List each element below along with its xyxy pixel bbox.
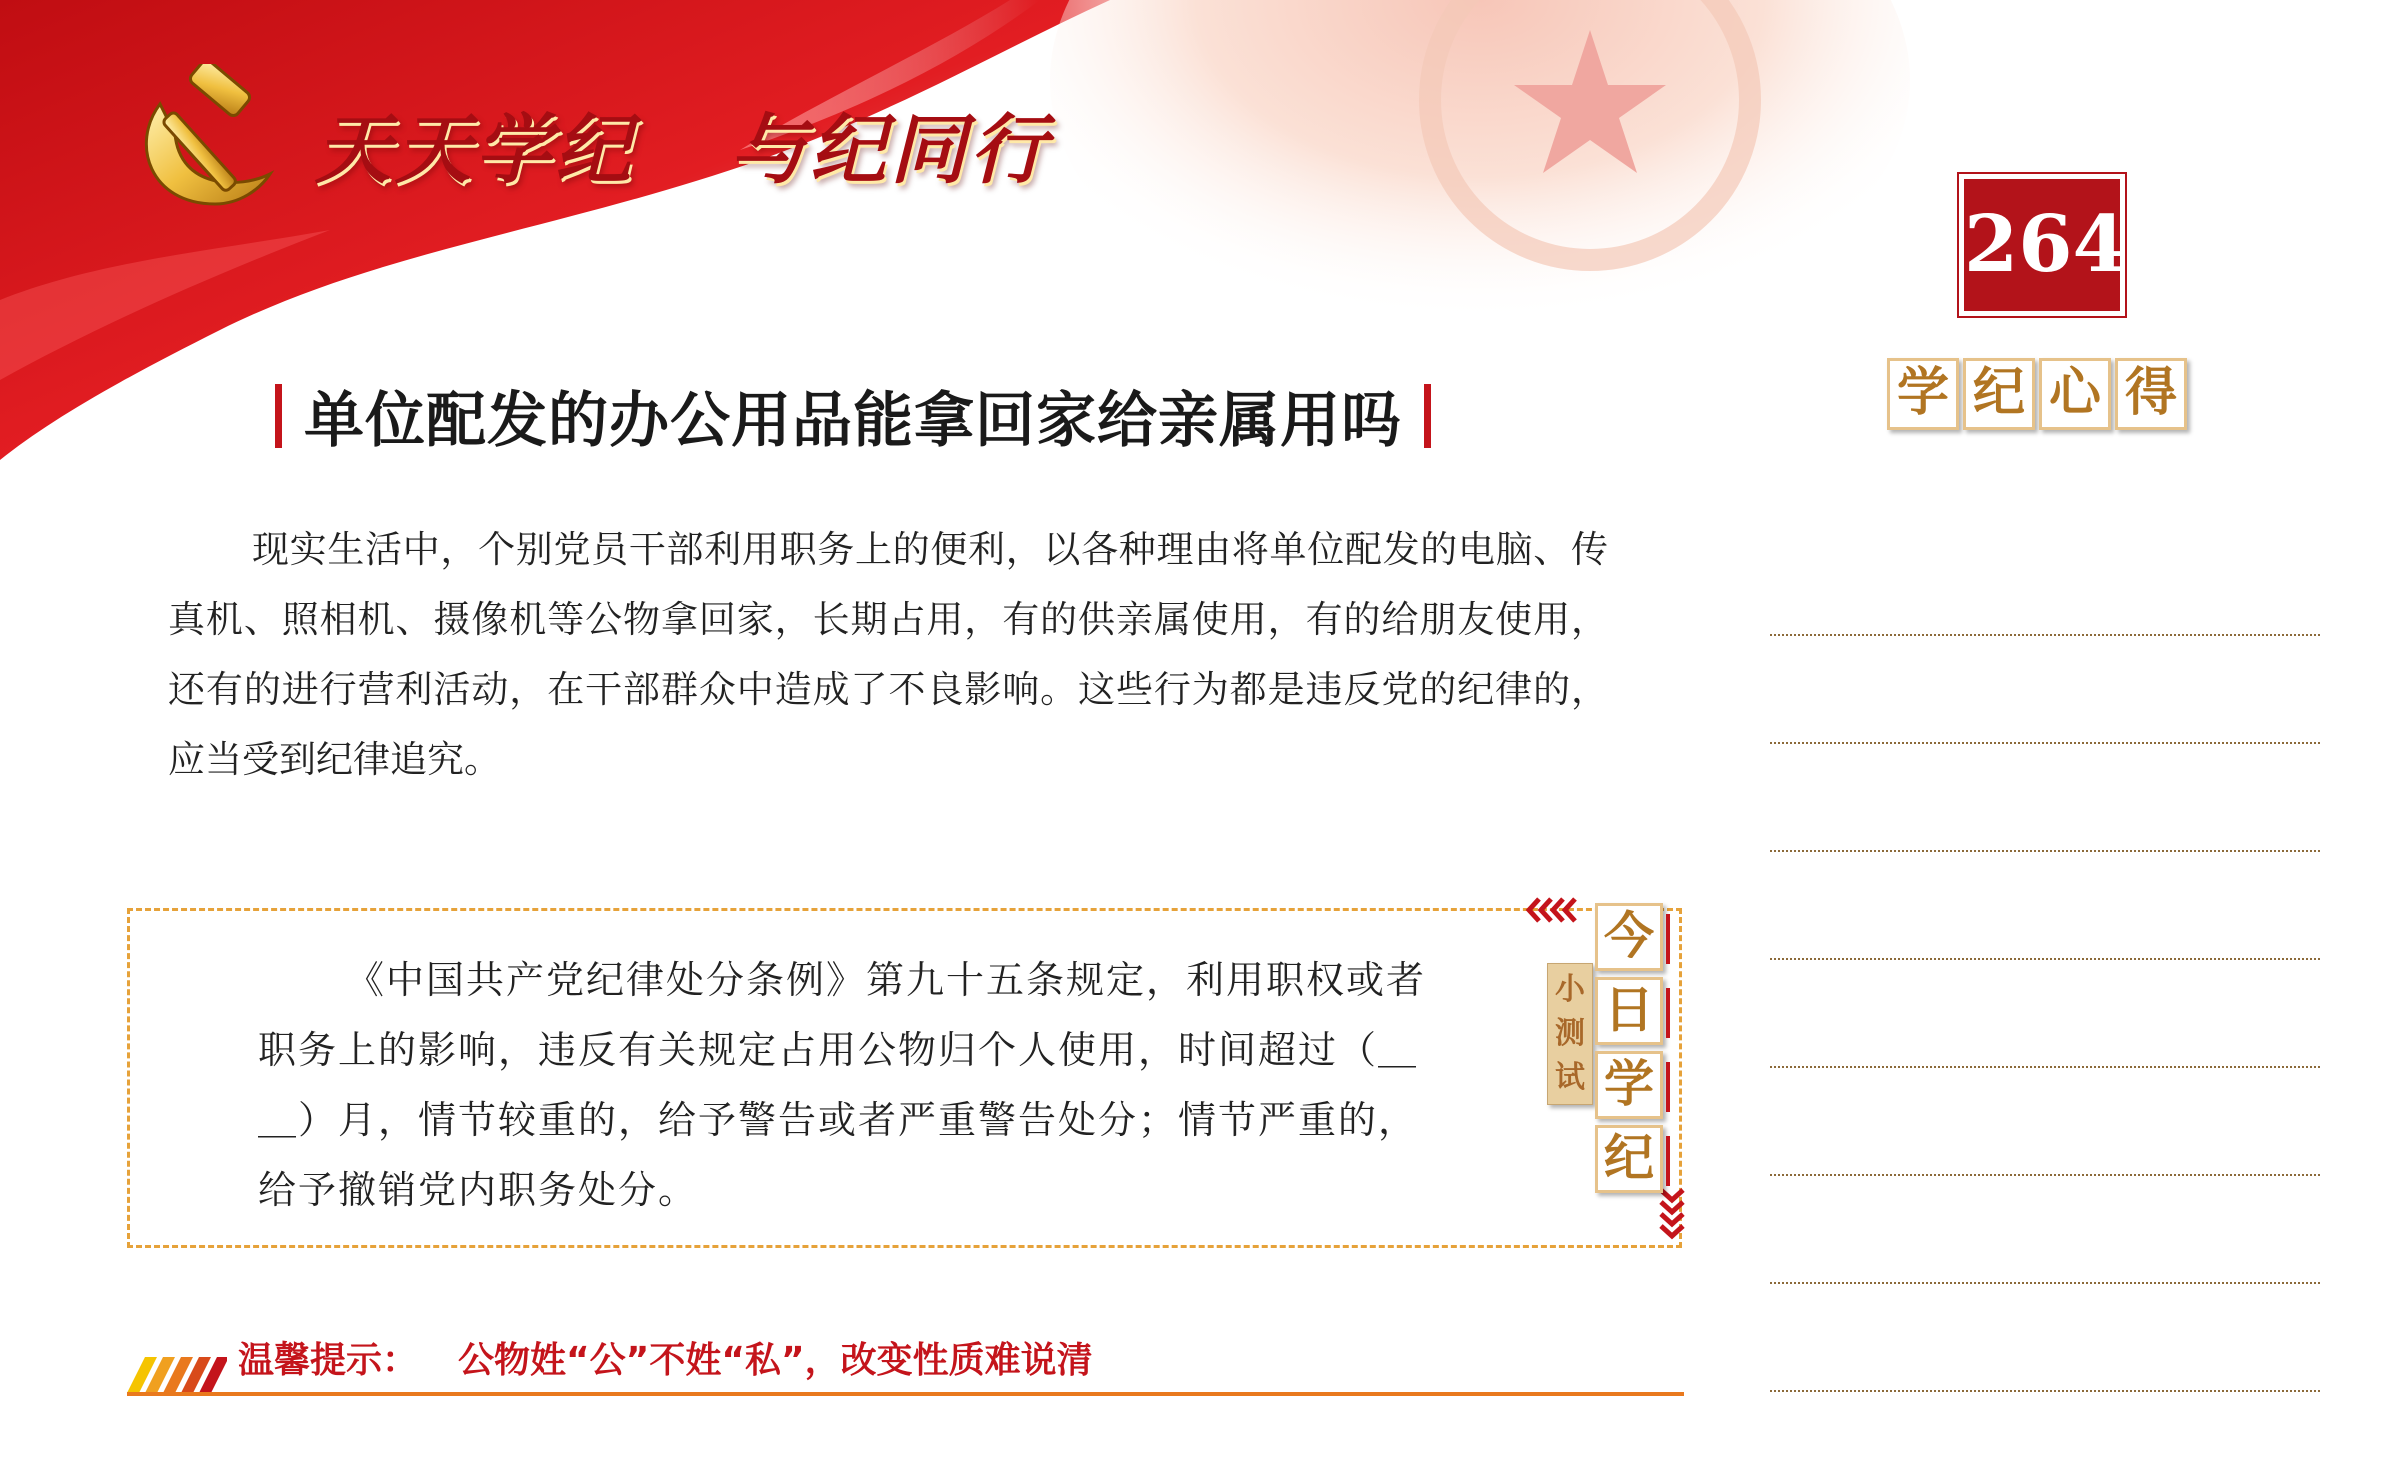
party-emblem-icon — [120, 64, 280, 224]
article-body: 现实生活中，个别党员干部利用职务上的便利，以各种理由将单位配发的电脑、传真机、照相机、摄像机等公物拿回家，长期占用，有的供亲属使用，有的给朋友使用，还有的进行营利活动，在干部群众中造成了不良影响。这些行为都是违反党的纪律的，应当受到纪律追究。 — [168, 528, 1608, 781]
small-quiz-label: 小 测 试 — [1547, 963, 1593, 1105]
note-line[interactable] — [1770, 744, 2320, 852]
title-bar-left — [275, 384, 282, 448]
notes-title-char: 学 — [1887, 358, 1959, 430]
note-line[interactable] — [1770, 636, 2320, 744]
notes-writing-lines[interactable] — [1770, 528, 2320, 1474]
tip-text: 公物姓“公”不姓“私”，改变性质难说清 — [458, 1340, 1093, 1381]
notes-title-char: 得 — [2115, 358, 2187, 430]
issue-number-badge — [1957, 172, 2127, 318]
daily-study-column — [1595, 903, 1663, 1193]
daily-study-char: 纪 — [1595, 1125, 1663, 1193]
title-bar-right — [1424, 384, 1431, 448]
slogan-left: 天天学纪 — [315, 105, 635, 194]
daily-study-char: 学 — [1595, 1051, 1663, 1119]
note-line[interactable] — [1770, 852, 2320, 960]
study-notes-title — [1887, 358, 2187, 430]
daily-study-char: 今 — [1595, 903, 1663, 971]
tip-stripes-icon — [127, 1357, 227, 1393]
note-line[interactable] — [1770, 528, 2320, 636]
daily-study-char: 日 — [1595, 977, 1663, 1045]
star-emblem-backdrop — [1030, 0, 1930, 360]
article-title — [275, 378, 1431, 454]
tip-label: 温馨提示： — [238, 1340, 419, 1381]
note-line[interactable] — [1770, 1284, 2320, 1392]
note-line[interactable] — [1770, 960, 2320, 1068]
slogan-right: 与纪同行 — [730, 105, 1050, 194]
article-title-text: 单位配发的办公用品能拿回家给亲属用吗 — [304, 386, 1402, 456]
note-line[interactable] — [1770, 1176, 2320, 1284]
note-line[interactable] — [1770, 1392, 2320, 1474]
note-line[interactable] — [1770, 1068, 2320, 1176]
regulation-text: 《中国共产党纪律处分条例》第九十五条规定，利用职权或者职务上的影响，违反有关规定占用公物归个人使用，时间超过（＿ ＿）月，情节较重的，给予警告或者严重警告处分；情节严重的，给予撤销党内职务处分。 — [258, 958, 1427, 1212]
chevron-left-icon — [1525, 895, 1585, 925]
notes-title-char: 纪 — [1963, 358, 2035, 430]
tip-underline — [127, 1392, 1684, 1396]
notes-title-char: 心 — [2039, 358, 2111, 430]
issue-number: 264 — [1964, 179, 2120, 311]
